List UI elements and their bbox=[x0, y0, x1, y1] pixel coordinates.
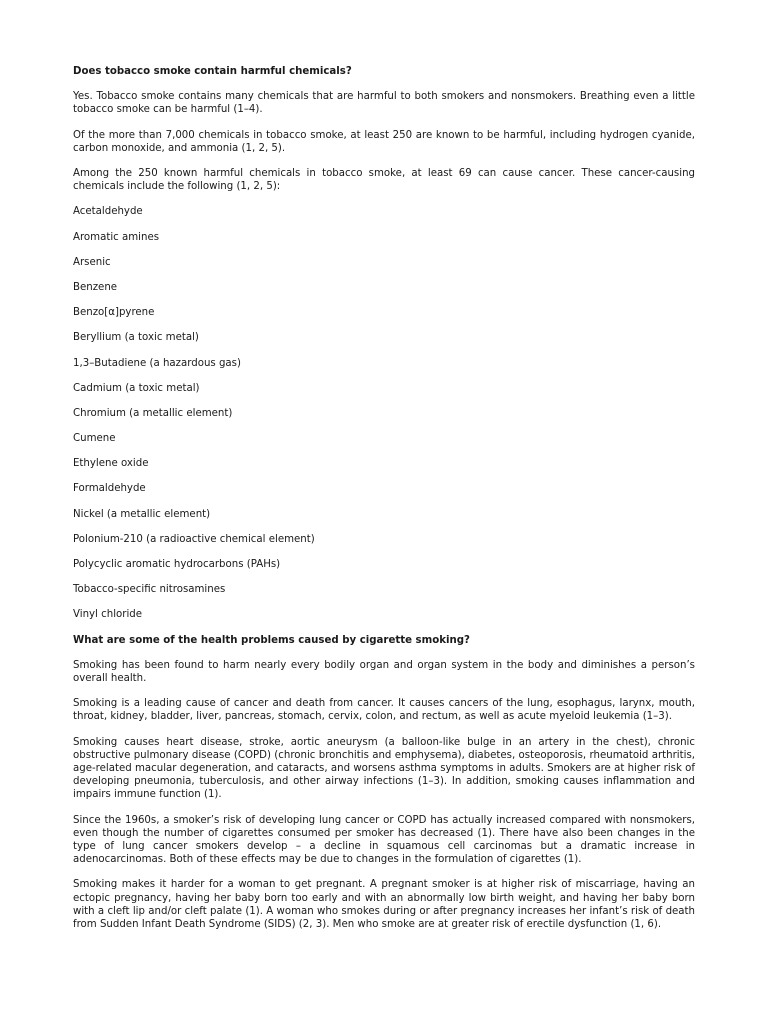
list-item: Polonium-210 (a radioactive chemical element) bbox=[73, 533, 315, 545]
paragraph: Smoking causes heart disease, stroke, aortic aneurysm (a balloon-like bulge in an artery in the chest), chronic obstructive pulmonary disease (COPD) (chronic bronchitis and emphysema), diabetes, osteoporosis, rheumatoid arthritis, age-related macular degeneration, and cataracts, and worsens asthma symptoms in adults. Smokers are at higher risk of developing pneumonia, tuberculosis, and other airway infections (1–3). In addition, smoking causes inflammation and impairs immune function (1). bbox=[73, 736, 695, 801]
list-item: Vinyl chloride bbox=[73, 609, 143, 621]
list-item: Ethylene oxide bbox=[73, 458, 149, 470]
paragraph: Yes. Tobacco smoke contains many chemicals that are harmful to both smokers and nonsmokers. Breathing even a little tobacco smoke can be harmful (1–4). bbox=[73, 91, 695, 116]
document-page bbox=[73, 65, 695, 943]
paragraph: Of the more than 7,000 chemicals in tobacco smoke, at least 250 are known to be harmful, including hydrogen cyanide, carbon monoxide, and ammonia (1, 2, 5). bbox=[73, 129, 695, 154]
paragraph: Smoking is a leading cause of cancer and death from cancer. It causes cancers of the lung, esophagus, larynx, mouth, throat, kidney, bladder, liver, pancreas, stomach, cervix, colon, and rectum, as well as acute myeloid leukemia (1–3). bbox=[73, 698, 695, 723]
list-item: Cumene bbox=[73, 433, 116, 445]
list-item: Formaldehyde bbox=[73, 483, 146, 495]
section-heading-chemicals: Does tobacco smoke contain harmful chemicals? bbox=[73, 66, 352, 77]
list-item: Cadmium (a toxic metal) bbox=[73, 382, 200, 394]
list-item: Aromatic amines bbox=[73, 231, 160, 243]
list-item: Chromium (a metallic element) bbox=[73, 407, 233, 419]
list-item: 1,3–Butadiene (a hazardous gas) bbox=[73, 357, 241, 369]
chemical-list bbox=[73, 205, 695, 621]
list-item: Arsenic bbox=[73, 256, 111, 268]
paragraph: Smoking makes it harder for a woman to get pregnant. A pregnant smoker is at higher risk of miscarriage, having an ectopic pregnancy, having her baby born too early and with an abnormally low birth weight, and having her baby born with a cleft lip and/or cleft palate (1). A woman who smokes during or after pregnancy increases her infant’s risk of death from Sudden Infant Death Syndrome (SIDS) (2, 3). Men who smoke are at greater risk of erectile dysfunction (1, 6). bbox=[73, 879, 695, 931]
list-item: Polycyclic aromatic hydrocarbons (PAHs) bbox=[73, 559, 281, 571]
paragraph: Since the 1960s, a smoker’s risk of developing lung cancer or COPD has actually increased compared with nonsmokers, even though the number of cigarettes consumed per smoker has decreased (1). There have also been changes in the type of lung cancer smokers develop – a decline in squamous cell carcinomas but a dramatic increase in adenocarcinomas. Both of these effects may be due to changes in the formulation of cigarettes (1). bbox=[73, 814, 695, 866]
list-item: Benzene bbox=[73, 281, 118, 293]
list-item: Tobacco-specific nitrosamines bbox=[73, 584, 226, 596]
list-item: Acetaldehyde bbox=[73, 206, 143, 218]
paragraph: Smoking has been found to harm nearly every bodily organ and organ system in the body and diminishes a person’s overall health. bbox=[73, 659, 695, 685]
list-item: Beryllium (a toxic metal) bbox=[73, 332, 199, 344]
list-item: Nickel (a metallic element) bbox=[73, 508, 211, 520]
paragraph: Among the 250 known harmful chemicals in tobacco smoke, at least 69 can cause cancer. These cancer-causing chemicals include the following (1, 2, 5): bbox=[73, 168, 695, 193]
list-item: Benzo[α]pyrene bbox=[73, 307, 155, 319]
section-heading-health-problems: What are some of the health problems caused by cigarette smoking? bbox=[73, 634, 470, 646]
